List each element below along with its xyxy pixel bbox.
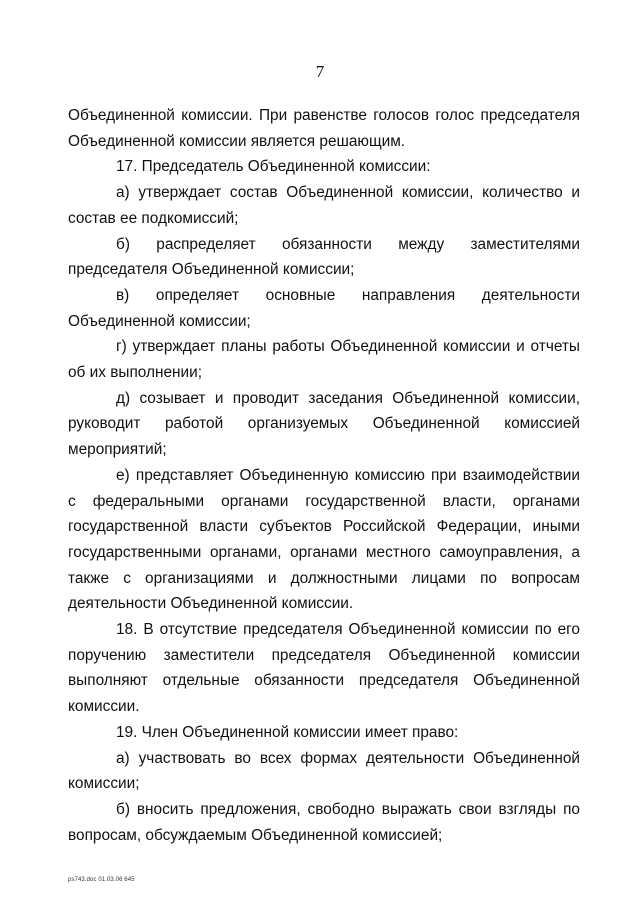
paragraph: 19. Член Объединенной комиссии имеет право: <box>116 723 459 741</box>
paragraph: в) определяет основные направления деятельности Объединенной комиссии; <box>68 286 580 330</box>
paragraph: г) утверждает планы работы Объединенной комиссии и отчеты об их выполнении; <box>68 338 580 382</box>
paragraph: б) распределяет обязанности между заместителями председателя Объединенной комиссии; <box>68 235 580 279</box>
paragraph: д) созывает и проводит заседания Объединенной комиссии, руководит работой организуемых Объединенной комиссией мероприятий; <box>68 389 580 459</box>
paragraph: б) вносить предложения, свободно выражать свои взгляды по вопросам, обсуждаемым Объединенной комиссией; <box>68 800 580 844</box>
page-number: 7 <box>315 62 325 81</box>
footer-file-info: ps743.doc 01.03.06 645 <box>68 877 135 883</box>
paragraph: а) участвовать во всех формах деятельности Объединенной комиссии; <box>68 749 580 793</box>
paragraph: Объединенной комиссии. При равенстве голосов голос председателя Объединенной комиссии является решающим. <box>68 107 580 150</box>
document-body <box>68 103 580 848</box>
paragraph: а) утверждает состав Объединенной комиссии, количество и состав ее подкомиссий; <box>68 184 580 227</box>
paragraph: 17. Председатель Объединенной комиссии: <box>116 158 431 176</box>
paragraph: 18. В отсутствие председателя Объединенной комиссии по его поручению заместители председателя Объединенной комиссии выполняют отдельные обязанности председателя Объединенной комиссии. <box>68 621 580 716</box>
paragraph: е) представляет Объединенную комиссию при взаимодействии с федеральными органами государственной власти, органами государственной власти субъектов Российской Федерации, иными государственными органами, органами местного самоуправления, а также с организациями и должностными лицами по вопросам деятельности Объединенной комиссии. <box>68 466 580 613</box>
